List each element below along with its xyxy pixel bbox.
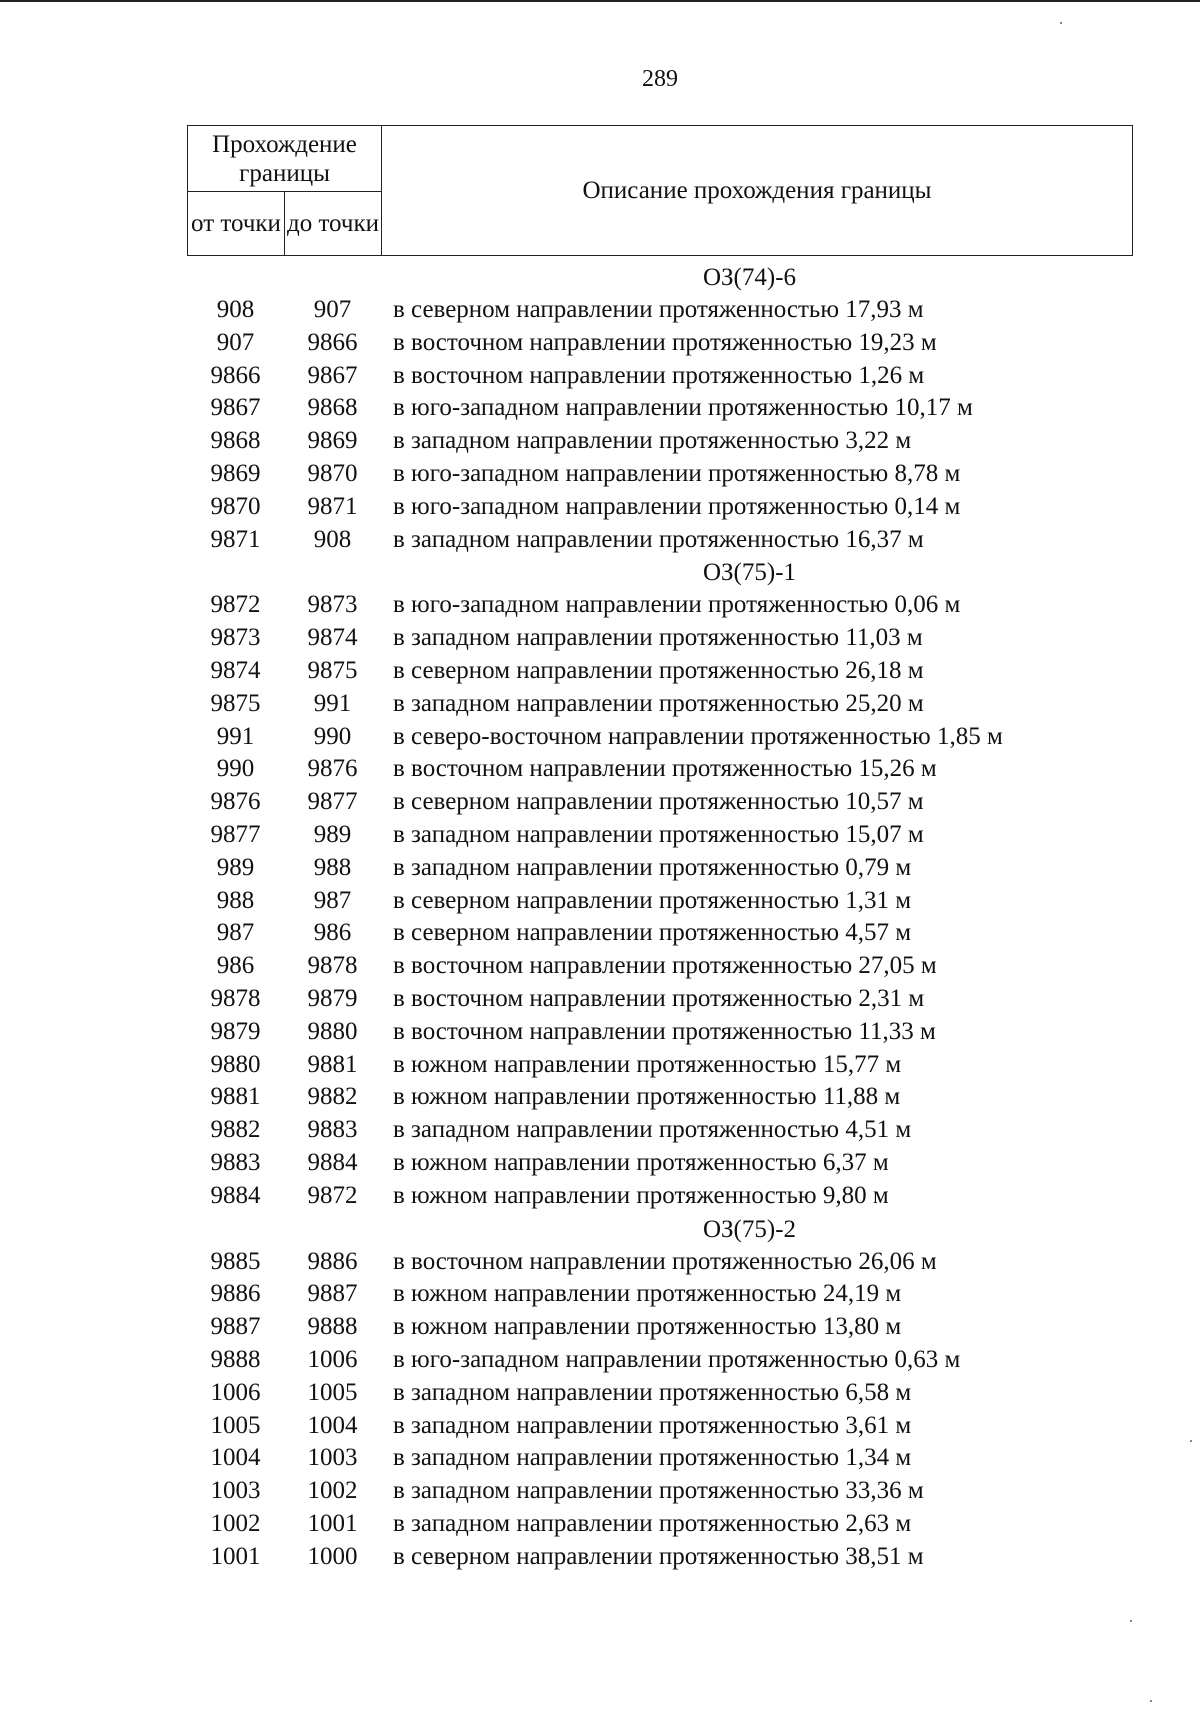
to-point: 9875 xyxy=(307,656,358,684)
from-point: 9867 xyxy=(210,394,261,422)
table-row xyxy=(187,589,1187,622)
description: в западном направлении протяженностью 2,63 м xyxy=(393,1509,912,1537)
to-point: 9888 xyxy=(307,1313,358,1341)
from-point: 9866 xyxy=(210,361,261,389)
to-point: 9868 xyxy=(307,394,358,422)
from-point: 1006 xyxy=(210,1378,261,1406)
to-point: 9871 xyxy=(307,492,358,520)
to-point: 1000 xyxy=(307,1542,358,1570)
to-point: 9887 xyxy=(307,1280,358,1308)
to-point: 9881 xyxy=(307,1050,358,1078)
from-point: 990 xyxy=(216,755,255,783)
table-row xyxy=(187,852,1187,885)
to-point: 988 xyxy=(313,853,352,881)
to-point: 907 xyxy=(313,296,352,323)
description: в северном направлении протяженностью 10,57 м xyxy=(393,788,924,816)
table-row xyxy=(187,622,1187,655)
table-row xyxy=(187,1344,1187,1377)
table-row xyxy=(187,1410,1187,1443)
from-point: 1004 xyxy=(210,1444,261,1472)
to-point: 9886 xyxy=(307,1247,358,1275)
from-point: 9888 xyxy=(210,1345,261,1373)
section-title: ОЗ(74)-6 xyxy=(702,264,797,291)
table-row xyxy=(187,1081,1187,1114)
description: в северо-восточном направлении протяженностью 1,85 м xyxy=(393,722,1003,750)
description: в северном направлении протяженностью 26,18 м xyxy=(393,656,924,684)
from-point: 9879 xyxy=(210,1017,261,1045)
from-point: 987 xyxy=(216,919,255,947)
description: в юго-западном направлении протяженностью 0,14 м xyxy=(393,492,961,520)
from-point: 9868 xyxy=(210,427,261,455)
table-row xyxy=(187,786,1187,819)
to-point: 1005 xyxy=(307,1378,358,1406)
to-point: 9882 xyxy=(307,1083,358,1111)
from-point: 9880 xyxy=(210,1050,261,1078)
description: в северном направлении протяженностью 17,93 м xyxy=(393,296,924,323)
description: в западном направлении протяженностью 11,03 м xyxy=(393,624,923,652)
table-row xyxy=(187,1508,1187,1541)
description: в северном направлении протяженностью 4,57 м xyxy=(393,919,912,947)
header-to-point: до точки xyxy=(285,192,382,256)
from-point: 9871 xyxy=(210,525,261,553)
table-row xyxy=(187,1246,1187,1279)
table-row xyxy=(187,655,1187,688)
table-row xyxy=(187,983,1187,1016)
description: в юго-западном направлении протяженностью 10,17 м xyxy=(393,394,973,422)
from-point: 9883 xyxy=(210,1148,261,1176)
from-point: 9885 xyxy=(210,1247,261,1275)
to-point: 1004 xyxy=(307,1411,358,1439)
section-title: ОЗ(75)-1 xyxy=(702,559,797,587)
from-point: 9869 xyxy=(210,459,261,487)
table-row xyxy=(187,1311,1187,1344)
to-point: 9883 xyxy=(307,1116,358,1144)
to-point: 9869 xyxy=(307,427,358,455)
description: в северном направлении протяженностью 38,51 м xyxy=(393,1542,924,1570)
from-point: 9878 xyxy=(210,984,261,1012)
to-point: 908 xyxy=(313,525,352,553)
header-boundary-passage: Прохождение границы xyxy=(188,126,382,192)
description: в западном направлении протяженностью 15,07 м xyxy=(393,820,924,848)
table-row xyxy=(187,950,1187,983)
scan-top-edge xyxy=(0,0,1200,2)
table-row xyxy=(187,491,1187,524)
to-point: 9876 xyxy=(307,755,358,783)
table-row xyxy=(187,458,1187,491)
description: в западном направлении протяженностью 0,79 м xyxy=(393,853,912,881)
table-row xyxy=(187,688,1187,721)
to-point: 1002 xyxy=(307,1477,358,1505)
from-point: 9872 xyxy=(210,591,261,619)
description: в юго-западном направлении протяженностью 0,63 м xyxy=(393,1345,961,1373)
header-from-point: от точки xyxy=(188,192,285,256)
scan-speck xyxy=(1130,1620,1132,1622)
from-point: 9873 xyxy=(210,624,261,652)
table-row xyxy=(187,753,1187,786)
to-point: 9874 xyxy=(307,624,358,652)
scan-speck xyxy=(1150,1700,1152,1702)
description: в западном направлении протяженностью 3,61 м xyxy=(393,1411,912,1439)
from-point: 1002 xyxy=(210,1509,261,1537)
description: в восточном направлении протяженностью 2,31 м xyxy=(393,984,925,1012)
to-point: 9870 xyxy=(307,459,358,487)
description: в южном направлении протяженностью 9,80 м xyxy=(393,1181,889,1209)
description: в западном направлении протяженностью 16,37 м xyxy=(393,525,924,553)
to-point: 9872 xyxy=(307,1181,358,1209)
table-row xyxy=(187,1016,1187,1049)
from-point: 1005 xyxy=(210,1411,261,1439)
from-point: 9882 xyxy=(210,1116,261,1144)
from-point: 9876 xyxy=(210,788,261,816)
table-row xyxy=(187,1442,1187,1475)
table-row xyxy=(187,1114,1187,1147)
to-point: 991 xyxy=(313,689,352,717)
description: в юго-западном направлении протяженностью 8,78 м xyxy=(393,459,961,487)
table-row xyxy=(187,1475,1187,1508)
to-point: 9878 xyxy=(307,952,358,980)
description: в восточном направлении протяженностью 1,26 м xyxy=(393,361,925,389)
from-point: 9875 xyxy=(210,689,261,717)
from-point: 9886 xyxy=(210,1280,261,1308)
to-point: 989 xyxy=(313,820,352,848)
from-point: 1001 xyxy=(210,1542,261,1570)
from-point: 986 xyxy=(216,952,255,980)
from-point: 988 xyxy=(216,886,255,914)
description: в западном направлении протяженностью 3,22 м xyxy=(393,427,912,455)
to-point: 9879 xyxy=(307,984,358,1012)
description: в восточном направлении протяженностью 15,26 м xyxy=(393,755,937,783)
table-row xyxy=(187,1147,1187,1180)
description: в северном направлении протяженностью 1,31 м xyxy=(393,886,912,914)
table-row xyxy=(187,327,1187,360)
description: в южном направлении протяженностью 6,37 м xyxy=(393,1148,889,1176)
scan-speck xyxy=(1190,1440,1192,1442)
table-row xyxy=(187,721,1187,754)
description: в южном направлении протяженностью 11,88 м xyxy=(393,1083,901,1111)
to-point: 1003 xyxy=(307,1444,358,1472)
from-point: 9877 xyxy=(210,820,261,848)
boundary-rows xyxy=(187,261,1187,1573)
from-point: 9874 xyxy=(210,656,261,684)
description: в южном направлении протяженностью 24,19 м xyxy=(393,1280,902,1308)
from-point: 1003 xyxy=(210,1477,261,1505)
description: в западном направлении протяженностью 6,58 м xyxy=(393,1378,912,1406)
scan-speck xyxy=(1060,22,1062,24)
table-row xyxy=(187,425,1187,458)
from-point: 991 xyxy=(216,722,255,750)
description: в западном направлении протяженностью 1,34 м xyxy=(393,1444,912,1472)
table-row xyxy=(187,917,1187,950)
table-row xyxy=(187,1180,1187,1213)
table-row xyxy=(187,1541,1187,1574)
to-point: 1006 xyxy=(307,1345,358,1373)
table-row xyxy=(187,885,1187,918)
table-header xyxy=(187,125,1133,256)
table-row xyxy=(187,294,1187,327)
table-row xyxy=(187,1049,1187,1082)
description: в восточном направлении протяженностью 27,05 м xyxy=(393,952,937,980)
description: в южном направлении протяженностью 13,80 м xyxy=(393,1313,902,1341)
to-point: 9880 xyxy=(307,1017,358,1045)
to-point: 986 xyxy=(313,919,352,947)
table-row xyxy=(187,1377,1187,1410)
to-point: 9866 xyxy=(307,328,358,356)
description: в юго-западном направлении протяженностью 0,06 м xyxy=(393,591,961,619)
header-description: Описание прохождения границы xyxy=(382,126,1133,256)
description: в западном направлении протяженностью 33,36 м xyxy=(393,1477,924,1505)
description: в западном направлении протяженностью 25,20 м xyxy=(393,689,924,717)
page-number: 289 xyxy=(642,66,678,92)
to-point: 1001 xyxy=(307,1509,358,1537)
table-row xyxy=(187,819,1187,852)
to-point: 990 xyxy=(313,722,352,750)
table-row xyxy=(187,392,1187,425)
description: в южном направлении протяженностью 15,77 м xyxy=(393,1050,902,1078)
table-row xyxy=(187,524,1187,557)
description: в восточном направлении протяженностью 26,06 м xyxy=(393,1247,937,1275)
to-point: 9884 xyxy=(307,1148,358,1176)
to-point: 987 xyxy=(313,886,352,914)
from-point: 9884 xyxy=(210,1181,261,1209)
description: в западном направлении протяженностью 4,51 м xyxy=(393,1116,912,1144)
from-point: 9870 xyxy=(210,492,261,520)
from-point: 907 xyxy=(216,328,255,356)
from-point: 9887 xyxy=(210,1313,261,1341)
to-point: 9867 xyxy=(307,361,358,389)
table-row xyxy=(187,360,1187,393)
to-point: 9877 xyxy=(307,788,358,816)
section-title: ОЗ(75)-2 xyxy=(702,1215,797,1243)
description: в восточном направлении протяженностью 19,23 м xyxy=(393,328,937,356)
from-point: 9881 xyxy=(210,1083,261,1111)
from-point: 908 xyxy=(216,296,255,323)
table-row xyxy=(187,1278,1187,1311)
description: в восточном направлении протяженностью 11,33 м xyxy=(393,1017,936,1045)
from-point: 989 xyxy=(216,853,255,881)
to-point: 9873 xyxy=(307,591,358,619)
